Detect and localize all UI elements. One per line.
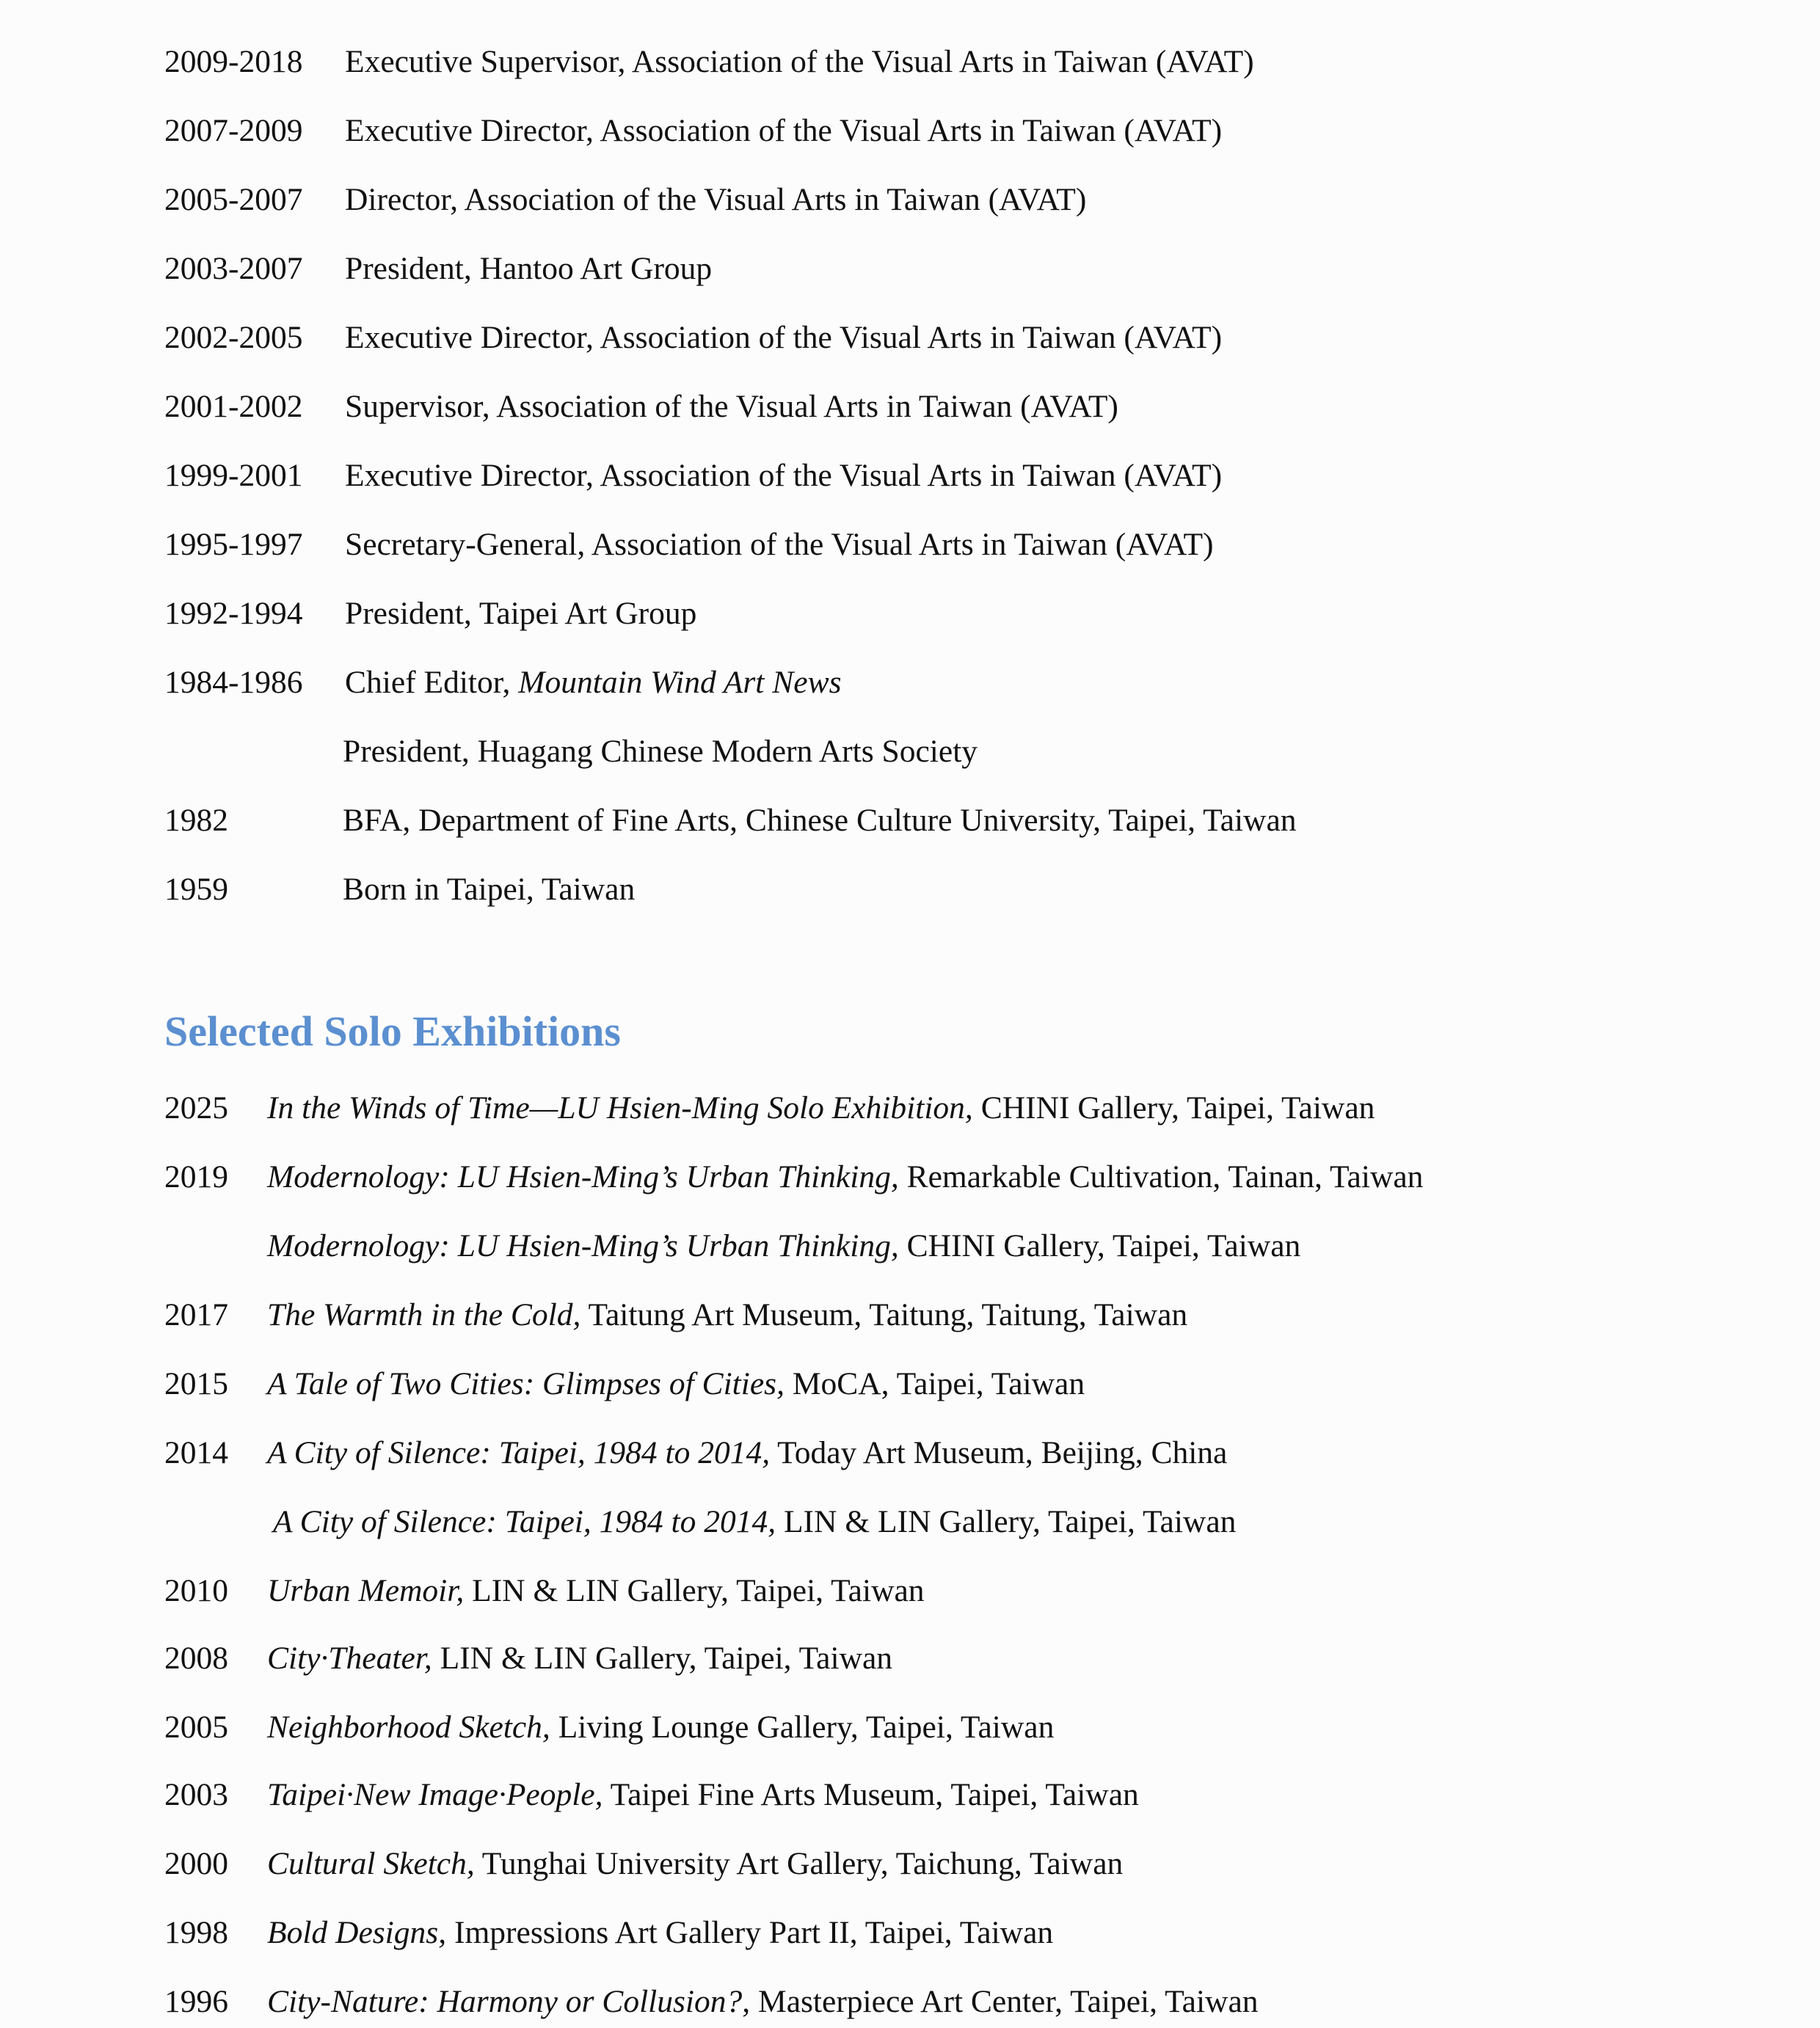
exhibition-year: 2017 [164, 1297, 228, 1332]
bio-text: Director, Association of the Visual Arts in Taiwan (AVAT) [345, 182, 1087, 217]
exhibition-year: 2008 [164, 1641, 228, 1676]
bio-entry [164, 178, 1086, 222]
exhibition-entry [164, 1842, 1123, 1886]
bio-text-prefix: Chief Editor, [345, 665, 519, 700]
bio-year: 2003-2007 [164, 251, 303, 286]
exhibition-venue: , Masterpiece Art Center, Taipei, Taiwan [742, 1984, 1259, 2019]
exhibition-entry [170, 1500, 1236, 1544]
bio-text: President, Hantoo Art Group [345, 251, 713, 286]
bio-text: Born in Taipei, Taiwan [343, 872, 636, 907]
bio-entry [164, 522, 1214, 566]
publication-title: Mountain Wind Art News [518, 665, 842, 700]
bio-year: 2009-2018 [164, 44, 303, 79]
exhibition-year: 2003 [164, 1777, 228, 1812]
exhibition-venue: Today Art Museum, Beijing, China [770, 1435, 1228, 1470]
bio-year: 2005-2007 [164, 182, 303, 217]
exhibition-entry [164, 1362, 1085, 1406]
exhibition-title: Modernology: LU Hsien-Ming’s Urban Thinking, [267, 1228, 899, 1263]
bio-year: 1995-1997 [164, 527, 303, 562]
exhibition-venue: Living Lounge Gallery, Taipei, Taiwan [550, 1710, 1055, 1745]
bio-text: BFA, Department of Fine Arts, Chinese Culture University, Taipei, Taiwan [343, 803, 1297, 838]
exhibition-year: 1998 [164, 1915, 228, 1950]
exhibition-year: 2019 [164, 1159, 228, 1194]
bio-entry [164, 867, 635, 911]
bio-entry [164, 315, 1222, 360]
exhibition-title: Neighborhood Sketch, [267, 1710, 550, 1745]
exhibition-title: A City of Silence: Taipei, 1984 to 2014, [267, 1435, 771, 1470]
bio-year: 2007-2009 [164, 113, 303, 148]
bio-text: Supervisor, Association of the Visual Arts in Taiwan (AVAT) [345, 389, 1118, 424]
exhibition-title: City·Theater, [267, 1641, 432, 1676]
bio-entry [164, 660, 842, 704]
exhibition-venue: LIN & LIN Gallery, Taipei, Taiwan [464, 1573, 925, 1608]
exhibition-venue: MoCA, Taipei, Taiwan [784, 1366, 1085, 1401]
bio-year: 1992-1994 [164, 596, 303, 631]
exhibition-entry [164, 1224, 1300, 1268]
bio-year: 2001-2002 [164, 389, 303, 424]
exhibition-venue: LIN & LIN Gallery, Taipei, Taiwan [432, 1641, 893, 1676]
exhibition-year: 1996 [164, 1984, 228, 2019]
exhibition-title: Modernology: LU Hsien-Ming’s Urban Thinking, [267, 1159, 899, 1194]
exhibition-entry [164, 1086, 1375, 1130]
bio-text: President, Huagang Chinese Modern Arts Society [343, 734, 978, 769]
bio-text: Executive Supervisor, Association of the Visual Arts in Taiwan (AVAT) [345, 44, 1254, 79]
exhibition-title: In the Winds of Time—LU Hsien-Ming Solo Exhibition, [267, 1090, 973, 1126]
bio-text: Executive Director, Association of the Visual Arts in Taiwan (AVAT) [345, 113, 1223, 148]
bio-year: 1984-1986 [164, 665, 303, 700]
exhibition-title: Cultural Sketch, [267, 1846, 475, 1881]
exhibition-entry [164, 1155, 1423, 1199]
exhibition-year: 2014 [164, 1435, 228, 1470]
exhibition-venue: Tunghai University Art Gallery, Taichung, Taiwan [474, 1846, 1124, 1881]
exhibition-year: 2015 [164, 1366, 228, 1401]
bio-year: 1959 [164, 872, 228, 907]
bio-entry [164, 591, 696, 635]
bio-year: 1999-2001 [164, 458, 303, 493]
exhibition-entry [164, 1773, 1139, 1817]
exhibition-title: A City of Silence: Taipei, 1984 to 2014, [273, 1504, 776, 1539]
exhibition-title: Taipei·New Image·People, [267, 1777, 603, 1812]
bio-text: Secretary-General, Association of the Visual Arts in Taiwan (AVAT) [345, 527, 1214, 562]
exhibition-year: 2005 [164, 1710, 228, 1745]
exhibition-title: Bold Designs, [267, 1915, 447, 1950]
bio-entry [164, 384, 1118, 428]
exhibition-year: 2000 [164, 1846, 228, 1881]
exhibition-entry [164, 1569, 925, 1613]
exhibition-venue: Impressions Art Gallery Part II, Taipei, Taiwan [446, 1915, 1054, 1950]
exhibition-year: 2010 [164, 1573, 228, 1608]
exhibition-venue: Remarkable Cultivation, Tainan, Taiwan [898, 1159, 1424, 1194]
exhibition-entry [164, 1636, 892, 1680]
bio-text: Executive Director, Association of the Visual Arts in Taiwan (AVAT) [345, 320, 1223, 355]
bio-year: 1982 [164, 803, 228, 838]
bio-entry [164, 40, 1254, 84]
bio-entry [164, 247, 712, 291]
exhibition-entry [164, 1911, 1053, 1955]
exhibition-venue: CHINI Gallery, Taipei, Taiwan [898, 1228, 1301, 1263]
bio-entry [164, 453, 1222, 497]
exhibition-venue: LIN & LIN Gallery, Taipei, Taiwan [776, 1504, 1237, 1539]
exhibition-year: 2025 [164, 1090, 228, 1126]
exhibition-entry [164, 1431, 1227, 1475]
exhibition-title: A Tale of Two Cities: Glimpses of Cities, [267, 1366, 785, 1401]
exhibition-venue: CHINI Gallery, Taipei, Taiwan [972, 1090, 1375, 1126]
bio-entry [164, 729, 978, 773]
section-heading-solo-exhibitions: Selected Solo Exhibitions [164, 1007, 621, 1055]
exhibition-entry [164, 1705, 1054, 1749]
exhibition-entry [164, 1293, 1187, 1337]
exhibition-title: The Warmth in the Cold, [267, 1297, 581, 1332]
bio-entry [164, 109, 1222, 153]
exhibition-venue: Taipei Fine Arts Museum, Taipei, Taiwan [603, 1777, 1139, 1812]
exhibition-venue: Taitung Art Museum, Taitung, Taitung, Taiwan [580, 1297, 1188, 1332]
exhibition-title: Urban Memoir, [267, 1573, 465, 1608]
bio-year: 2002-2005 [164, 320, 303, 355]
exhibition-entry [164, 1980, 1259, 2024]
exhibition-title: City-Nature: Harmony or Collusion? [267, 1984, 743, 2019]
bio-entry [164, 798, 1297, 842]
bio-text: President, Taipei Art Group [345, 596, 697, 631]
bio-text: Executive Director, Association of the Visual Arts in Taiwan (AVAT) [345, 458, 1223, 493]
